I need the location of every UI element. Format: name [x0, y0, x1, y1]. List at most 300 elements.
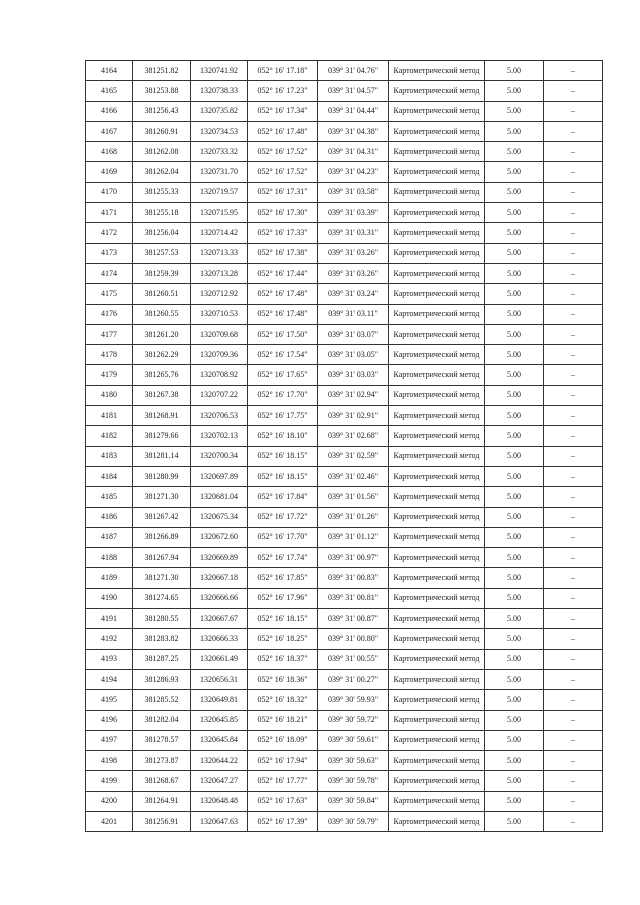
point-number-cell: 4173 [86, 243, 133, 263]
table-row [86, 121, 603, 141]
y-coordinate-cell: 1320656.31 [191, 669, 248, 689]
latitude-cell: 052° 16' 18.15" [248, 609, 318, 629]
y-coordinate-cell: 1320649.81 [191, 690, 248, 710]
x-coordinate-cell: 381287.25 [133, 649, 191, 669]
longitude-cell: 039° 31' 03.24" [318, 284, 389, 304]
x-coordinate-cell: 381267.38 [133, 385, 191, 405]
method-cell: Картометрический метод [389, 61, 485, 81]
latitude-cell: 052° 16' 17.39" [248, 811, 318, 831]
longitude-cell: 039° 31' 04.44" [318, 101, 389, 121]
note-cell: – [544, 507, 603, 527]
y-coordinate-cell: 1320738.33 [191, 81, 248, 101]
point-number-cell: 4179 [86, 365, 133, 385]
longitude-cell: 039° 30' 59.78" [318, 771, 389, 791]
note-cell: – [544, 345, 603, 365]
accuracy-cell: 5.00 [485, 162, 544, 182]
latitude-cell: 052° 16' 17.54" [248, 345, 318, 365]
latitude-cell: 052° 16' 17.94" [248, 751, 318, 771]
point-number-cell: 4200 [86, 791, 133, 811]
longitude-cell: 039° 31' 00.55" [318, 649, 389, 669]
y-coordinate-cell: 1320709.36 [191, 345, 248, 365]
table-row [86, 284, 603, 304]
latitude-cell: 052° 16' 17.84" [248, 487, 318, 507]
latitude-cell: 052° 16' 17.70" [248, 527, 318, 547]
method-cell: Картометрический метод [389, 385, 485, 405]
method-cell: Картометрический метод [389, 730, 485, 750]
longitude-cell: 039° 31' 03.58" [318, 182, 389, 202]
point-number-cell: 4198 [86, 751, 133, 771]
x-coordinate-cell: 381279.66 [133, 426, 191, 446]
y-coordinate-cell: 1320710.53 [191, 304, 248, 324]
latitude-cell: 052° 16' 17.72" [248, 507, 318, 527]
accuracy-cell: 5.00 [485, 730, 544, 750]
note-cell: – [544, 142, 603, 162]
note-cell: – [544, 568, 603, 588]
note-cell: – [544, 629, 603, 649]
latitude-cell: 052° 16' 17.31" [248, 182, 318, 202]
accuracy-cell: 5.00 [485, 61, 544, 81]
accuracy-cell: 5.00 [485, 710, 544, 730]
latitude-cell: 052° 16' 17.18" [248, 61, 318, 81]
method-cell: Картометрический метод [389, 243, 485, 263]
method-cell: Картометрический метод [389, 101, 485, 121]
accuracy-cell: 5.00 [485, 345, 544, 365]
accuracy-cell: 5.00 [485, 142, 544, 162]
point-number-cell: 4195 [86, 690, 133, 710]
accuracy-cell: 5.00 [485, 669, 544, 689]
y-coordinate-cell: 1320708.92 [191, 365, 248, 385]
longitude-cell: 039° 31' 00.87" [318, 609, 389, 629]
longitude-cell: 039° 31' 00.83" [318, 568, 389, 588]
table-row [86, 162, 603, 182]
method-cell: Картометрический метод [389, 263, 485, 283]
table-row [86, 446, 603, 466]
accuracy-cell: 5.00 [485, 487, 544, 507]
method-cell: Картометрический метод [389, 81, 485, 101]
longitude-cell: 039° 31' 00.80" [318, 629, 389, 649]
note-cell: – [544, 304, 603, 324]
table-row [86, 101, 603, 121]
x-coordinate-cell: 381268.91 [133, 406, 191, 426]
y-coordinate-cell: 1320709.68 [191, 324, 248, 344]
longitude-cell: 039° 31' 04.76" [318, 61, 389, 81]
accuracy-cell: 5.00 [485, 324, 544, 344]
x-coordinate-cell: 381268.67 [133, 771, 191, 791]
longitude-cell: 039° 31' 03.05" [318, 345, 389, 365]
x-coordinate-cell: 381251.82 [133, 61, 191, 81]
note-cell: – [544, 588, 603, 608]
latitude-cell: 052° 16' 17.65" [248, 365, 318, 385]
accuracy-cell: 5.00 [485, 263, 544, 283]
latitude-cell: 052° 16' 17.50" [248, 324, 318, 344]
method-cell: Картометрический метод [389, 791, 485, 811]
method-cell: Картометрический метод [389, 446, 485, 466]
table-row [86, 811, 603, 831]
longitude-cell: 039° 31' 01.56" [318, 487, 389, 507]
note-cell: – [544, 466, 603, 486]
y-coordinate-cell: 1320645.85 [191, 710, 248, 730]
longitude-cell: 039° 31' 03.11" [318, 304, 389, 324]
method-cell: Картометрический метод [389, 142, 485, 162]
table-row [86, 263, 603, 283]
table-row [86, 751, 603, 771]
method-cell: Картометрический метод [389, 527, 485, 547]
longitude-cell: 039° 31' 02.91" [318, 406, 389, 426]
point-number-cell: 4168 [86, 142, 133, 162]
latitude-cell: 052° 16' 17.85" [248, 568, 318, 588]
y-coordinate-cell: 1320707.22 [191, 385, 248, 405]
accuracy-cell: 5.00 [485, 446, 544, 466]
table-row [86, 487, 603, 507]
x-coordinate-cell: 381278.57 [133, 730, 191, 750]
note-cell: – [544, 791, 603, 811]
point-number-cell: 4189 [86, 568, 133, 588]
longitude-cell: 039° 30' 59.93" [318, 690, 389, 710]
note-cell: – [544, 710, 603, 730]
point-number-cell: 4177 [86, 324, 133, 344]
accuracy-cell: 5.00 [485, 811, 544, 831]
latitude-cell: 052° 16' 17.52" [248, 162, 318, 182]
method-cell: Картометрический метод [389, 345, 485, 365]
longitude-cell: 039° 31' 03.03" [318, 365, 389, 385]
note-cell: – [544, 324, 603, 344]
y-coordinate-cell: 1320715.95 [191, 203, 248, 223]
x-coordinate-cell: 381262.29 [133, 345, 191, 365]
table-row [86, 385, 603, 405]
x-coordinate-cell: 381280.55 [133, 609, 191, 629]
x-coordinate-cell: 381283.82 [133, 629, 191, 649]
table-row [86, 142, 603, 162]
accuracy-cell: 5.00 [485, 426, 544, 446]
y-coordinate-cell: 1320702.13 [191, 426, 248, 446]
method-cell: Картометрический метод [389, 690, 485, 710]
accuracy-cell: 5.00 [485, 284, 544, 304]
longitude-cell: 039° 31' 02.59" [318, 446, 389, 466]
x-coordinate-cell: 381261.20 [133, 324, 191, 344]
longitude-cell: 039° 30' 59.61" [318, 730, 389, 750]
accuracy-cell: 5.00 [485, 791, 544, 811]
note-cell: – [544, 548, 603, 568]
table-row [86, 81, 603, 101]
method-cell: Картометрический метод [389, 507, 485, 527]
table-row [86, 548, 603, 568]
x-coordinate-cell: 381282.04 [133, 710, 191, 730]
x-coordinate-cell: 381262.04 [133, 162, 191, 182]
method-cell: Картометрический метод [389, 771, 485, 791]
longitude-cell: 039° 31' 03.26" [318, 263, 389, 283]
accuracy-cell: 5.00 [485, 385, 544, 405]
method-cell: Картометрический метод [389, 121, 485, 141]
point-number-cell: 4164 [86, 61, 133, 81]
table-row [86, 466, 603, 486]
longitude-cell: 039° 31' 01.26" [318, 507, 389, 527]
method-cell: Картометрический метод [389, 629, 485, 649]
table-row [86, 182, 603, 202]
table-row [86, 588, 603, 608]
method-cell: Картометрический метод [389, 609, 485, 629]
longitude-cell: 039° 31' 00.27" [318, 669, 389, 689]
y-coordinate-cell: 1320713.28 [191, 263, 248, 283]
y-coordinate-cell: 1320661.49 [191, 649, 248, 669]
y-coordinate-cell: 1320667.67 [191, 609, 248, 629]
y-coordinate-cell: 1320706.53 [191, 406, 248, 426]
method-cell: Картометрический метод [389, 406, 485, 426]
table-row [86, 365, 603, 385]
table-row [86, 649, 603, 669]
point-number-cell: 4190 [86, 588, 133, 608]
point-number-cell: 4199 [86, 771, 133, 791]
table-row [86, 243, 603, 263]
point-number-cell: 4175 [86, 284, 133, 304]
longitude-cell: 039° 31' 00.97" [318, 548, 389, 568]
point-number-cell: 4167 [86, 121, 133, 141]
note-cell: – [544, 182, 603, 202]
x-coordinate-cell: 381271.30 [133, 568, 191, 588]
accuracy-cell: 5.00 [485, 609, 544, 629]
x-coordinate-cell: 381280.99 [133, 466, 191, 486]
latitude-cell: 052° 16' 17.30" [248, 203, 318, 223]
note-cell: – [544, 426, 603, 446]
note-cell: – [544, 690, 603, 710]
note-cell: – [544, 121, 603, 141]
longitude-cell: 039° 31' 03.07" [318, 324, 389, 344]
coordinates-table [85, 60, 603, 832]
point-number-cell: 4196 [86, 710, 133, 730]
accuracy-cell: 5.00 [485, 406, 544, 426]
latitude-cell: 052° 16' 18.36" [248, 669, 318, 689]
table-row [86, 669, 603, 689]
latitude-cell: 052° 16' 18.21" [248, 710, 318, 730]
y-coordinate-cell: 1320669.89 [191, 548, 248, 568]
note-cell: – [544, 669, 603, 689]
x-coordinate-cell: 381260.55 [133, 304, 191, 324]
accuracy-cell: 5.00 [485, 223, 544, 243]
table-row [86, 345, 603, 365]
latitude-cell: 052° 16' 17.48" [248, 284, 318, 304]
y-coordinate-cell: 1320733.32 [191, 142, 248, 162]
x-coordinate-cell: 381273.87 [133, 751, 191, 771]
table-row [86, 771, 603, 791]
x-coordinate-cell: 381256.04 [133, 223, 191, 243]
longitude-cell: 039° 30' 59.84" [318, 791, 389, 811]
table-row [86, 406, 603, 426]
y-coordinate-cell: 1320647.27 [191, 771, 248, 791]
longitude-cell: 039° 31' 03.26" [318, 243, 389, 263]
note-cell: – [544, 730, 603, 750]
point-number-cell: 4178 [86, 345, 133, 365]
x-coordinate-cell: 381256.43 [133, 101, 191, 121]
accuracy-cell: 5.00 [485, 121, 544, 141]
latitude-cell: 052° 16' 17.77" [248, 771, 318, 791]
y-coordinate-cell: 1320645.84 [191, 730, 248, 750]
note-cell: – [544, 487, 603, 507]
point-number-cell: 4182 [86, 426, 133, 446]
accuracy-cell: 5.00 [485, 690, 544, 710]
latitude-cell: 052° 16' 17.63" [248, 791, 318, 811]
x-coordinate-cell: 381285.52 [133, 690, 191, 710]
y-coordinate-cell: 1320735.82 [191, 101, 248, 121]
accuracy-cell: 5.00 [485, 203, 544, 223]
x-coordinate-cell: 381264.91 [133, 791, 191, 811]
table-row [86, 629, 603, 649]
latitude-cell: 052° 16' 18.32" [248, 690, 318, 710]
latitude-cell: 052° 16' 17.70" [248, 385, 318, 405]
x-coordinate-cell: 381265.76 [133, 365, 191, 385]
x-coordinate-cell: 381255.33 [133, 182, 191, 202]
accuracy-cell: 5.00 [485, 588, 544, 608]
y-coordinate-cell: 1320675.34 [191, 507, 248, 527]
x-coordinate-cell: 381274.65 [133, 588, 191, 608]
latitude-cell: 052° 16' 18.09" [248, 730, 318, 750]
table-row [86, 609, 603, 629]
note-cell: – [544, 385, 603, 405]
longitude-cell: 039° 31' 00.81" [318, 588, 389, 608]
note-cell: – [544, 751, 603, 771]
method-cell: Картометрический метод [389, 223, 485, 243]
y-coordinate-cell: 1320647.63 [191, 811, 248, 831]
latitude-cell: 052° 16' 17.44" [248, 263, 318, 283]
table-row [86, 426, 603, 446]
y-coordinate-cell: 1320719.57 [191, 182, 248, 202]
point-number-cell: 4192 [86, 629, 133, 649]
point-number-cell: 4194 [86, 669, 133, 689]
table-row [86, 223, 603, 243]
y-coordinate-cell: 1320672.60 [191, 527, 248, 547]
table-row [86, 690, 603, 710]
note-cell: – [544, 406, 603, 426]
method-cell: Картометрический метод [389, 811, 485, 831]
method-cell: Картометрический метод [389, 568, 485, 588]
accuracy-cell: 5.00 [485, 527, 544, 547]
longitude-cell: 039° 31' 01.12" [318, 527, 389, 547]
longitude-cell: 039° 31' 04.31" [318, 142, 389, 162]
y-coordinate-cell: 1320667.18 [191, 568, 248, 588]
latitude-cell: 052° 16' 17.38" [248, 243, 318, 263]
point-number-cell: 4186 [86, 507, 133, 527]
accuracy-cell: 5.00 [485, 568, 544, 588]
method-cell: Картометрический метод [389, 203, 485, 223]
point-number-cell: 4171 [86, 203, 133, 223]
accuracy-cell: 5.00 [485, 649, 544, 669]
point-number-cell: 4197 [86, 730, 133, 750]
x-coordinate-cell: 381260.51 [133, 284, 191, 304]
table-row [86, 304, 603, 324]
y-coordinate-cell: 1320734.53 [191, 121, 248, 141]
note-cell: – [544, 811, 603, 831]
y-coordinate-cell: 1320697.89 [191, 466, 248, 486]
method-cell: Картометрический метод [389, 466, 485, 486]
note-cell: – [544, 284, 603, 304]
latitude-cell: 052° 16' 18.10" [248, 426, 318, 446]
method-cell: Картометрический метод [389, 649, 485, 669]
longitude-cell: 039° 31' 04.38" [318, 121, 389, 141]
note-cell: – [544, 365, 603, 385]
y-coordinate-cell: 1320713.33 [191, 243, 248, 263]
accuracy-cell: 5.00 [485, 751, 544, 771]
note-cell: – [544, 203, 603, 223]
point-number-cell: 4184 [86, 466, 133, 486]
table-row [86, 203, 603, 223]
method-cell: Картометрический метод [389, 182, 485, 202]
point-number-cell: 4187 [86, 527, 133, 547]
point-number-cell: 4166 [86, 101, 133, 121]
note-cell: – [544, 609, 603, 629]
note-cell: – [544, 101, 603, 121]
point-number-cell: 4193 [86, 649, 133, 669]
accuracy-cell: 5.00 [485, 365, 544, 385]
longitude-cell: 039° 30' 59.63" [318, 751, 389, 771]
point-number-cell: 4180 [86, 385, 133, 405]
y-coordinate-cell: 1320714.42 [191, 223, 248, 243]
table-row [86, 527, 603, 547]
accuracy-cell: 5.00 [485, 507, 544, 527]
accuracy-cell: 5.00 [485, 243, 544, 263]
point-number-cell: 4201 [86, 811, 133, 831]
note-cell: – [544, 223, 603, 243]
longitude-cell: 039° 31' 04.57" [318, 81, 389, 101]
point-number-cell: 4185 [86, 487, 133, 507]
x-coordinate-cell: 381253.88 [133, 81, 191, 101]
point-number-cell: 4170 [86, 182, 133, 202]
latitude-cell: 052° 16' 17.52" [248, 142, 318, 162]
latitude-cell: 052° 16' 17.75" [248, 406, 318, 426]
table-row [86, 568, 603, 588]
longitude-cell: 039° 30' 59.72" [318, 710, 389, 730]
latitude-cell: 052° 16' 17.33" [248, 223, 318, 243]
x-coordinate-cell: 381257.53 [133, 243, 191, 263]
x-coordinate-cell: 381256.91 [133, 811, 191, 831]
method-cell: Картометрический метод [389, 710, 485, 730]
x-coordinate-cell: 381262.08 [133, 142, 191, 162]
latitude-cell: 052° 16' 17.74" [248, 548, 318, 568]
latitude-cell: 052° 16' 17.48" [248, 304, 318, 324]
method-cell: Картометрический метод [389, 284, 485, 304]
point-number-cell: 4172 [86, 223, 133, 243]
accuracy-cell: 5.00 [485, 101, 544, 121]
longitude-cell: 039° 31' 03.31" [318, 223, 389, 243]
method-cell: Картометрический метод [389, 751, 485, 771]
x-coordinate-cell: 381271.30 [133, 487, 191, 507]
longitude-cell: 039° 31' 03.39" [318, 203, 389, 223]
latitude-cell: 052° 16' 17.23" [248, 81, 318, 101]
longitude-cell: 039° 31' 02.46" [318, 466, 389, 486]
point-number-cell: 4181 [86, 406, 133, 426]
longitude-cell: 039° 31' 04.23" [318, 162, 389, 182]
x-coordinate-cell: 381281.14 [133, 446, 191, 466]
note-cell: – [544, 243, 603, 263]
table-row [86, 61, 603, 81]
latitude-cell: 052° 16' 17.34" [248, 101, 318, 121]
accuracy-cell: 5.00 [485, 304, 544, 324]
x-coordinate-cell: 381266.89 [133, 527, 191, 547]
point-number-cell: 4191 [86, 609, 133, 629]
method-cell: Картометрический метод [389, 588, 485, 608]
note-cell: – [544, 446, 603, 466]
y-coordinate-cell: 1320681.04 [191, 487, 248, 507]
point-number-cell: 4174 [86, 263, 133, 283]
point-number-cell: 4176 [86, 304, 133, 324]
note-cell: – [544, 81, 603, 101]
table-row [86, 791, 603, 811]
longitude-cell: 039° 31' 02.68" [318, 426, 389, 446]
method-cell: Картометрический метод [389, 548, 485, 568]
x-coordinate-cell: 381267.94 [133, 548, 191, 568]
note-cell: – [544, 527, 603, 547]
latitude-cell: 052° 16' 17.96" [248, 588, 318, 608]
note-cell: – [544, 162, 603, 182]
y-coordinate-cell: 1320644.22 [191, 751, 248, 771]
note-cell: – [544, 61, 603, 81]
